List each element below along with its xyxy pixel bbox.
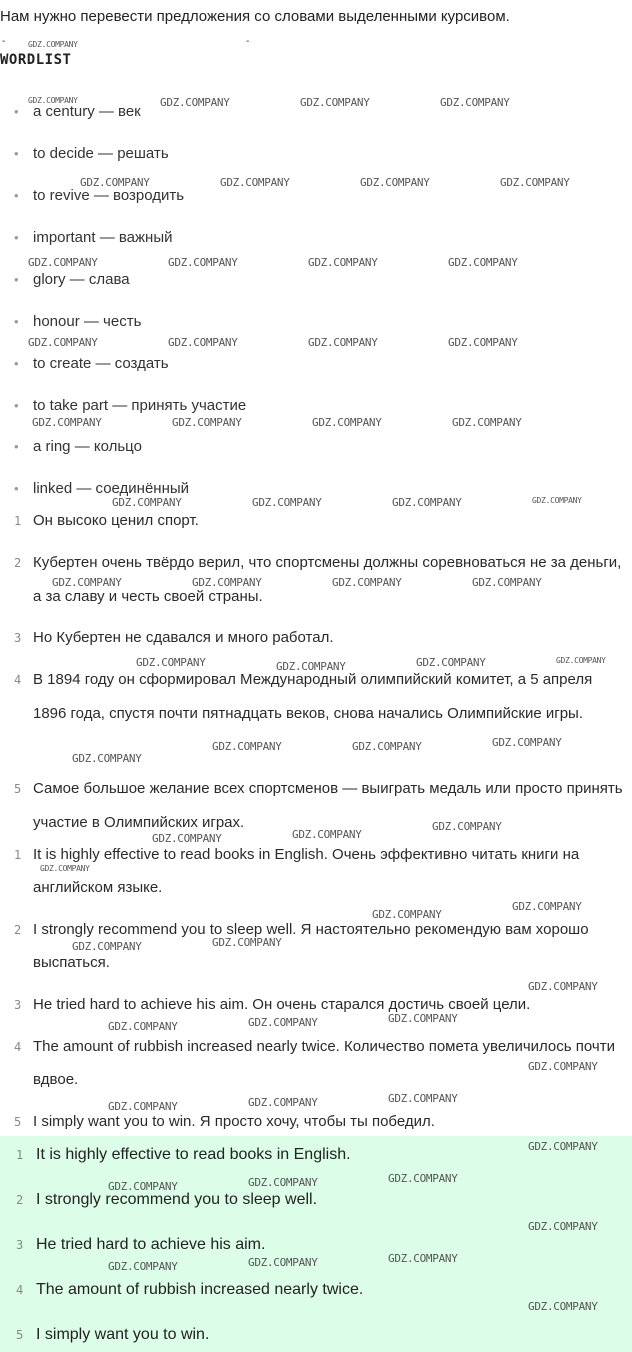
watermark: GDZ.COMPANY bbox=[32, 416, 102, 429]
item-number: 1 bbox=[14, 848, 22, 862]
watermark: GDZ.COMPANY bbox=[28, 96, 78, 105]
item-text: The amount of rubbish increased nearly twice. bbox=[36, 1281, 364, 1298]
watermark: GDZ.COMPANY bbox=[108, 1260, 178, 1273]
watermark: GDZ.COMPANY bbox=[276, 660, 346, 673]
item-text: Самое большое желание всех спортсменов — выиграть медаль или просто принять участие в Олимпийских играх. bbox=[33, 780, 623, 831]
watermark: GDZ.COMPANY bbox=[252, 496, 322, 509]
dash-glyph: - bbox=[2, 36, 6, 47]
item-number: 2 bbox=[14, 556, 22, 570]
wordlist-item-text: a century — век bbox=[33, 103, 141, 120]
item-number: 1 bbox=[16, 1148, 24, 1162]
wordlist-item-text: to revive — возродить bbox=[33, 187, 185, 204]
item-text: It is highly effective to read books in English. Очень эффективно читать книги на английском языке. bbox=[33, 846, 580, 896]
watermark: GDZ.COMPANY bbox=[108, 1180, 178, 1193]
wordlist-item-text: a ring — кольцо bbox=[33, 438, 142, 455]
bullet-icon: • bbox=[14, 314, 19, 329]
watermark: GDZ.COMPANY bbox=[300, 96, 370, 109]
watermark: GDZ.COMPANY bbox=[40, 864, 90, 873]
item-number: 2 bbox=[16, 1193, 24, 1207]
watermark: GDZ.COMPANY bbox=[168, 256, 238, 269]
wordlist-item bbox=[14, 186, 184, 206]
wordlist-item bbox=[14, 437, 142, 457]
watermark: GDZ.COMPANY bbox=[352, 740, 422, 753]
bullet-icon: • bbox=[14, 481, 19, 496]
watermark: GDZ.COMPANY bbox=[72, 752, 142, 765]
item-number: 3 bbox=[14, 631, 22, 645]
item-text: It is highly effective to read books in English. bbox=[36, 1146, 351, 1163]
intro-text: Нам нужно перевести предложения со словами выделенными курсивом. bbox=[0, 8, 510, 25]
watermark: GDZ.COMPANY bbox=[528, 1060, 598, 1073]
bullet-icon: • bbox=[14, 230, 19, 245]
item-text: Кубертен очень твёрдо верил, что спортсмены должны соревноваться не за деньги, а за славу и честь своей страны. bbox=[33, 554, 622, 605]
wordlist-item bbox=[14, 144, 169, 164]
wordlist-item bbox=[14, 228, 172, 248]
watermark: GDZ.COMPANY bbox=[152, 832, 222, 845]
watermark: GDZ.COMPANY bbox=[212, 936, 282, 949]
watermark: GDZ.COMPANY bbox=[416, 656, 486, 669]
item-text: I strongly recommend you to sleep well. bbox=[36, 1191, 318, 1208]
bullet-icon: • bbox=[14, 146, 19, 161]
watermark: GDZ.COMPANY bbox=[28, 256, 98, 269]
item-text: I strongly recommend you to sleep well. Я настоятельно рекомендую вам хорошо выспаться. bbox=[33, 921, 589, 971]
watermark: GDZ.COMPANY bbox=[248, 1096, 318, 1109]
watermark: GDZ.COMPANY bbox=[248, 1016, 318, 1029]
watermark: GDZ.COMPANY bbox=[220, 176, 290, 189]
bullet-icon: • bbox=[14, 272, 19, 287]
wordlist-item bbox=[14, 479, 189, 499]
watermark: GDZ.COMPANY bbox=[452, 416, 522, 429]
wordlist-item-text: important — важный bbox=[33, 229, 173, 246]
watermark: GDZ.COMPANY bbox=[392, 496, 462, 509]
item-number: 5 bbox=[14, 1115, 22, 1129]
watermark: GDZ.COMPANY bbox=[528, 980, 598, 993]
watermark: GDZ.COMPANY bbox=[108, 1020, 178, 1033]
wordlist-item bbox=[14, 396, 246, 416]
answer-box bbox=[0, 1136, 632, 1352]
watermark: GDZ.COMPANY bbox=[372, 908, 442, 921]
item-number: 3 bbox=[14, 998, 22, 1012]
wordlist-item-text: linked — соединённый bbox=[33, 480, 190, 497]
item-number: 4 bbox=[14, 1040, 22, 1054]
watermark: GDZ.COMPANY bbox=[52, 576, 122, 589]
watermark: GDZ.COMPANY bbox=[528, 1140, 598, 1153]
watermark: GDZ.COMPANY bbox=[532, 496, 582, 505]
watermark: GDZ.COMPANY bbox=[248, 1176, 318, 1189]
watermark: GDZ.COMPANY bbox=[432, 820, 502, 833]
wordlist-item bbox=[14, 270, 130, 290]
watermark: GDZ.COMPANY bbox=[528, 1300, 598, 1313]
watermark: GDZ.COMPANY bbox=[512, 900, 582, 913]
item-number: 5 bbox=[14, 782, 22, 796]
item-text: He tried hard to achieve his aim. Он очень старался достичь своей цели. bbox=[33, 996, 531, 1013]
watermark: GDZ.COMPANY bbox=[332, 576, 402, 589]
watermark: GDZ.COMPANY bbox=[312, 416, 382, 429]
watermark: GDZ.COMPANY bbox=[136, 656, 206, 669]
wordlist-item-text: to decide — решать bbox=[33, 145, 169, 162]
watermark: GDZ.COMPANY bbox=[388, 1012, 458, 1025]
bullet-icon: • bbox=[14, 356, 19, 371]
wordlist-item-text: glory — слава bbox=[33, 271, 130, 288]
watermark: GDZ.COMPANY bbox=[292, 828, 362, 841]
watermark: GDZ.COMPANY bbox=[500, 176, 570, 189]
item-number: 5 bbox=[16, 1328, 24, 1342]
watermark: GDZ.COMPANY bbox=[160, 96, 230, 109]
wordlist-item-text: to create — создать bbox=[33, 355, 169, 372]
item-number: 1 bbox=[14, 514, 22, 528]
item-text: Он высоко ценил спорт. bbox=[33, 512, 199, 529]
watermark: GDZ.COMPANY bbox=[440, 96, 510, 109]
bullet-icon: • bbox=[14, 398, 19, 413]
bullet-icon: • bbox=[14, 188, 19, 203]
watermark: GDZ.COMPANY bbox=[248, 1256, 318, 1269]
wordlist-item-text: honour — честь bbox=[33, 313, 142, 330]
watermark: GDZ.COMPANY bbox=[448, 256, 518, 269]
watermark: GDZ.COMPANY bbox=[492, 736, 562, 749]
bullet-icon: • bbox=[14, 439, 19, 454]
wordlist-item bbox=[14, 354, 169, 374]
watermark: GDZ.COMPANY bbox=[388, 1172, 458, 1185]
dash-glyph: - bbox=[246, 36, 250, 47]
wordlist-title: WORDLIST bbox=[0, 52, 72, 68]
item-number: 2 bbox=[14, 923, 22, 937]
watermark: GDZ.COMPANY bbox=[472, 576, 542, 589]
watermark: GDZ.COMPANY bbox=[388, 1252, 458, 1265]
item-text: I simply want you to win. bbox=[36, 1326, 210, 1343]
item-text: The amount of rubbish increased nearly twice. Количество помета увеличилось почти вдвое. bbox=[33, 1038, 615, 1088]
item-text: Но Кубертен не сдавался и много работал. bbox=[33, 629, 334, 646]
watermark: GDZ.COMPANY bbox=[528, 1220, 598, 1233]
watermark: GDZ.COMPANY bbox=[308, 256, 378, 269]
watermark: GDZ.COMPANY bbox=[448, 336, 518, 349]
watermark: GDZ.COMPANY bbox=[556, 656, 606, 665]
watermark: GDZ.COMPANY bbox=[388, 1092, 458, 1105]
bullet-icon: • bbox=[14, 104, 19, 119]
wordlist-item-text: to take part — принять участие bbox=[33, 397, 247, 414]
item-text: В 1894 году он сформировал Международный олимпийский комитет, а 5 апреля 1896 года, спустя почти пятнадцать веков, снова начались Олимпийские игры. bbox=[33, 671, 593, 722]
wordlist-item bbox=[14, 312, 141, 332]
watermark: GDZ.COMPANY bbox=[80, 176, 150, 189]
item-number: 4 bbox=[16, 1283, 24, 1297]
watermark: GDZ.COMPANY bbox=[168, 336, 238, 349]
item-text: He tried hard to achieve his aim. bbox=[36, 1236, 266, 1253]
item-number: 4 bbox=[14, 673, 22, 687]
watermark: GDZ.COMPANY bbox=[212, 740, 282, 753]
watermark: GDZ.COMPANY bbox=[108, 1100, 178, 1113]
watermark: GDZ.COMPANY bbox=[28, 336, 98, 349]
item-number: 3 bbox=[16, 1238, 24, 1252]
watermark: GDZ.COMPANY bbox=[28, 40, 78, 49]
watermark: GDZ.COMPANY bbox=[360, 176, 430, 189]
watermark: GDZ.COMPANY bbox=[172, 416, 242, 429]
watermark: GDZ.COMPANY bbox=[72, 940, 142, 953]
item-text: I simply want you to win. Я просто хочу, чтобы ты победил. bbox=[33, 1113, 435, 1130]
watermark: GDZ.COMPANY bbox=[192, 576, 262, 589]
wordlist-item bbox=[14, 102, 141, 122]
watermark: GDZ.COMPANY bbox=[308, 336, 378, 349]
watermark: GDZ.COMPANY bbox=[112, 496, 182, 509]
